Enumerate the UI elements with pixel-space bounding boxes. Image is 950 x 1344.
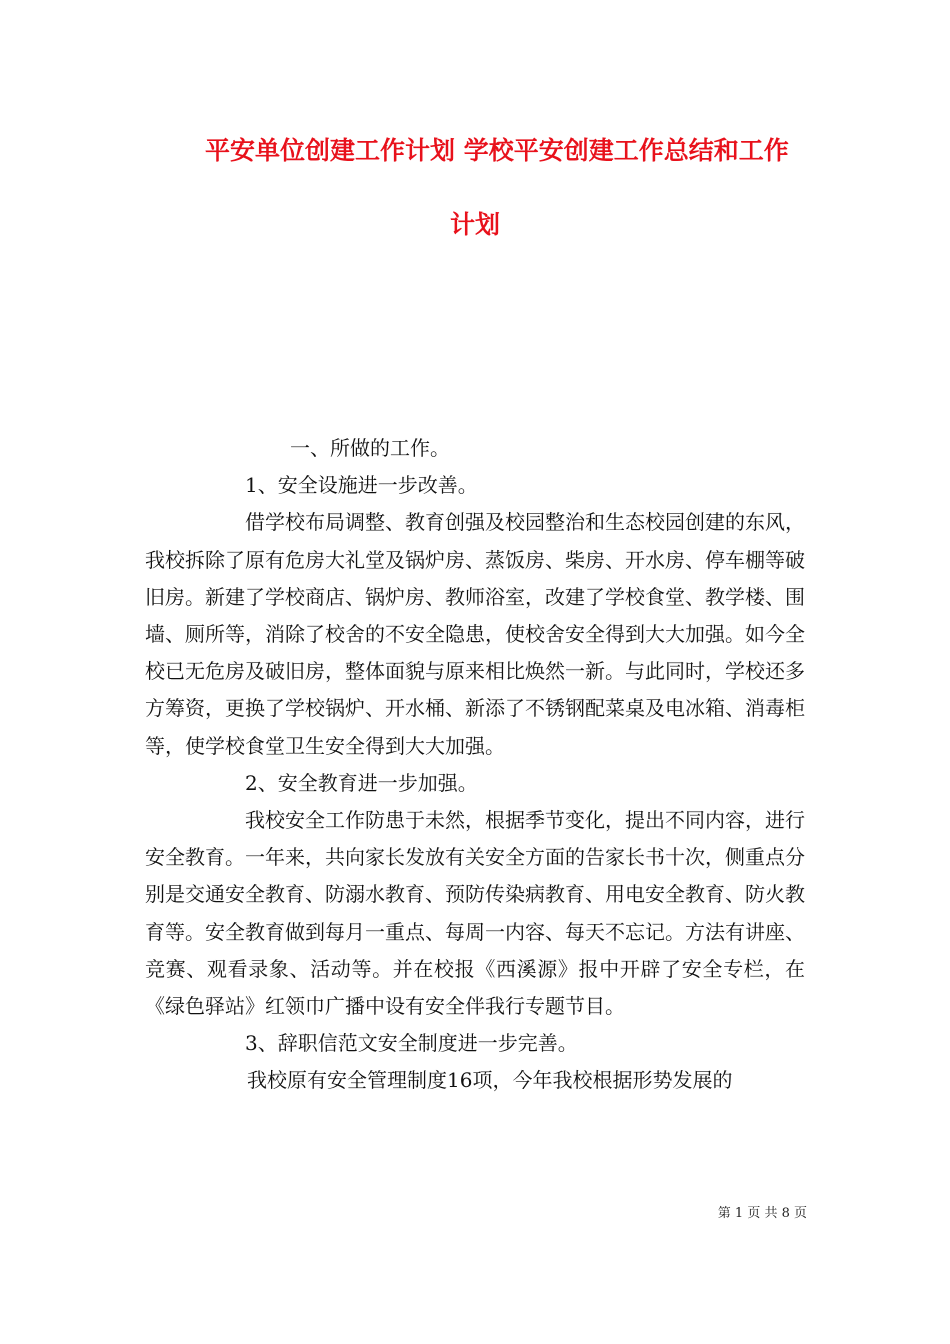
item-heading-2: 2、安全教育进一步加强。 xyxy=(245,770,478,795)
item-heading-3: 3、辞职信范文安全制度进一步完善。 xyxy=(245,1031,578,1056)
item-paragraph-3: 我校原有安全管理制度16项，今年我校根据形势发展的 xyxy=(247,1068,733,1093)
document-title-line-2: 计划 xyxy=(449,210,500,239)
item-paragraph-2: 我校安全工作防患于未然，根据季节变化，提出不同内容，进行安全教育。一年来，共向家长发放有关安全方面的告家长书十次，侧重点分别是交通安全教育、防溺水教育、预防传染病教育、用电安全教育、防火教育等。安全教育做到每月一重点、每周一内容、每天不忘记。方法有讲座、竞赛、观看录象、活动等。并在校报《西溪源》报中开辟了安全专栏，在《绿色驿站》红领巾广播中设有安全伴我行专题节目。 xyxy=(145,808,805,1019)
document-body xyxy=(145,430,805,1100)
page-number: 第 1 页 共 8 页 xyxy=(717,1206,807,1221)
section-heading: 一、所做的工作。 xyxy=(290,436,450,460)
item-heading-1: 1、安全设施进一步改善。 xyxy=(245,473,478,498)
document-title-line-1: 平安单位创建工作计划 学校平安创建工作总结和工作 xyxy=(205,136,789,165)
item-paragraph-1: 借学校布局调整、教育创强及校园整治和生态校园创建的东风，我校拆除了原有危房大礼堂及锅炉房、蒸饭房、柴房、开水房、停车棚等破旧房。新建了学校商店、锅炉房、教师浴室，改建了学校食堂、教学楼、围墙、厕所等，消除了校舍的不安全隐患，使校舍安全得到大大加强。如今全校已无危房及破旧房，整体面貌与原来相比焕然一新。与此同时，学校还多方筹资，更换了学校锅炉、开水桶、新添了不锈钢配菜桌及电冰箱、消毒柜等，使学校食堂卫生安全得到大大加强。 xyxy=(145,510,805,758)
